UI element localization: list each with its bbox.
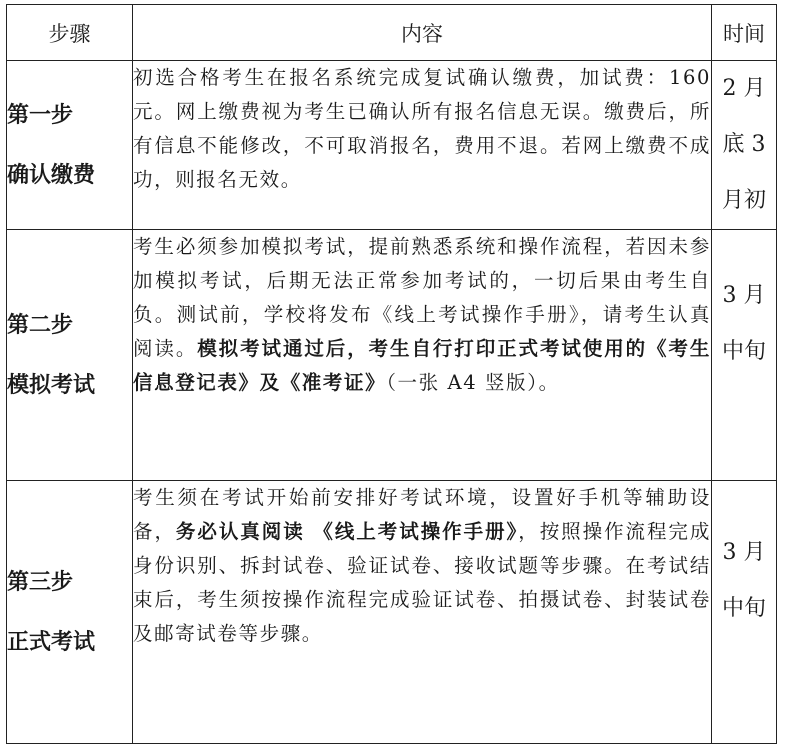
- content-bold-text: 务必认真阅读 《线上考试操作手册》: [175, 520, 519, 543]
- time-line: 中旬: [721, 339, 766, 364]
- step-cell: [7, 61, 133, 230]
- content-cell: [133, 61, 712, 230]
- time-line: 3 月: [722, 283, 766, 308]
- content-bold-text: 模拟考试通过后，考生自行打印正式考试使用的《考生信息登记表》及《准考证》: [133, 337, 711, 394]
- step-name: 模拟考试: [7, 372, 96, 398]
- step-number: 第二步: [7, 312, 74, 338]
- time-line: 底 3: [722, 132, 766, 157]
- time-cell: [712, 61, 777, 230]
- step-number: 第三步: [7, 569, 74, 595]
- content-text: 考生必须参加模拟考试，提前熟悉系统和操作流程，若因未参加模拟考试，后期无法正常参加考试的，一切后果由考生自负。测试前，学校将发布《线上考试操作手册》，请考生认真阅读。: [133, 235, 711, 360]
- time-line: 月初: [721, 188, 766, 213]
- step-cell: [7, 230, 133, 481]
- header-content: 内容: [133, 5, 712, 61]
- time-cell: [712, 481, 777, 744]
- table-row: [7, 230, 777, 481]
- time-line: 中旬: [721, 596, 766, 621]
- exam-steps-table: [6, 4, 777, 744]
- content-cell: [133, 230, 712, 481]
- content-text: 考生须在考试开始前安排好考试环境，设置好手机等辅助设备，: [133, 486, 711, 543]
- table-row: [7, 481, 777, 744]
- table-row: [7, 61, 777, 230]
- header-step: 步骤: [7, 5, 133, 61]
- step-name: 确认缴费: [7, 162, 96, 188]
- step-cell: [7, 481, 133, 744]
- header-time: 时间: [712, 5, 777, 61]
- content-text: （一张 A4 竖版）。: [386, 371, 560, 394]
- header-row: [7, 5, 777, 61]
- content-cell: [133, 481, 712, 744]
- step-number: 第一步: [7, 102, 74, 128]
- content-text: ，按照操作流程完成身份识别、拆封试卷、验证试卷、接收试题等步骤。在考试结束后，考生须按操作流程完成验证试卷、拍摄试卷、封装试卷及邮寄试卷等步骤。: [133, 520, 711, 645]
- time-line: 3 月: [722, 540, 766, 565]
- content-text: 初选合格考生在报名系统完成复试确认缴费，加试费：160元。网上缴费视为考生已确认所有报名信息无误。缴费后，所有信息不能修改，不可取消报名，费用不退。若网上缴费不成功，则报名无效。: [133, 66, 711, 191]
- time-cell: [712, 230, 777, 481]
- step-name: 正式考试: [7, 629, 96, 655]
- time-line: 2 月: [722, 76, 766, 101]
